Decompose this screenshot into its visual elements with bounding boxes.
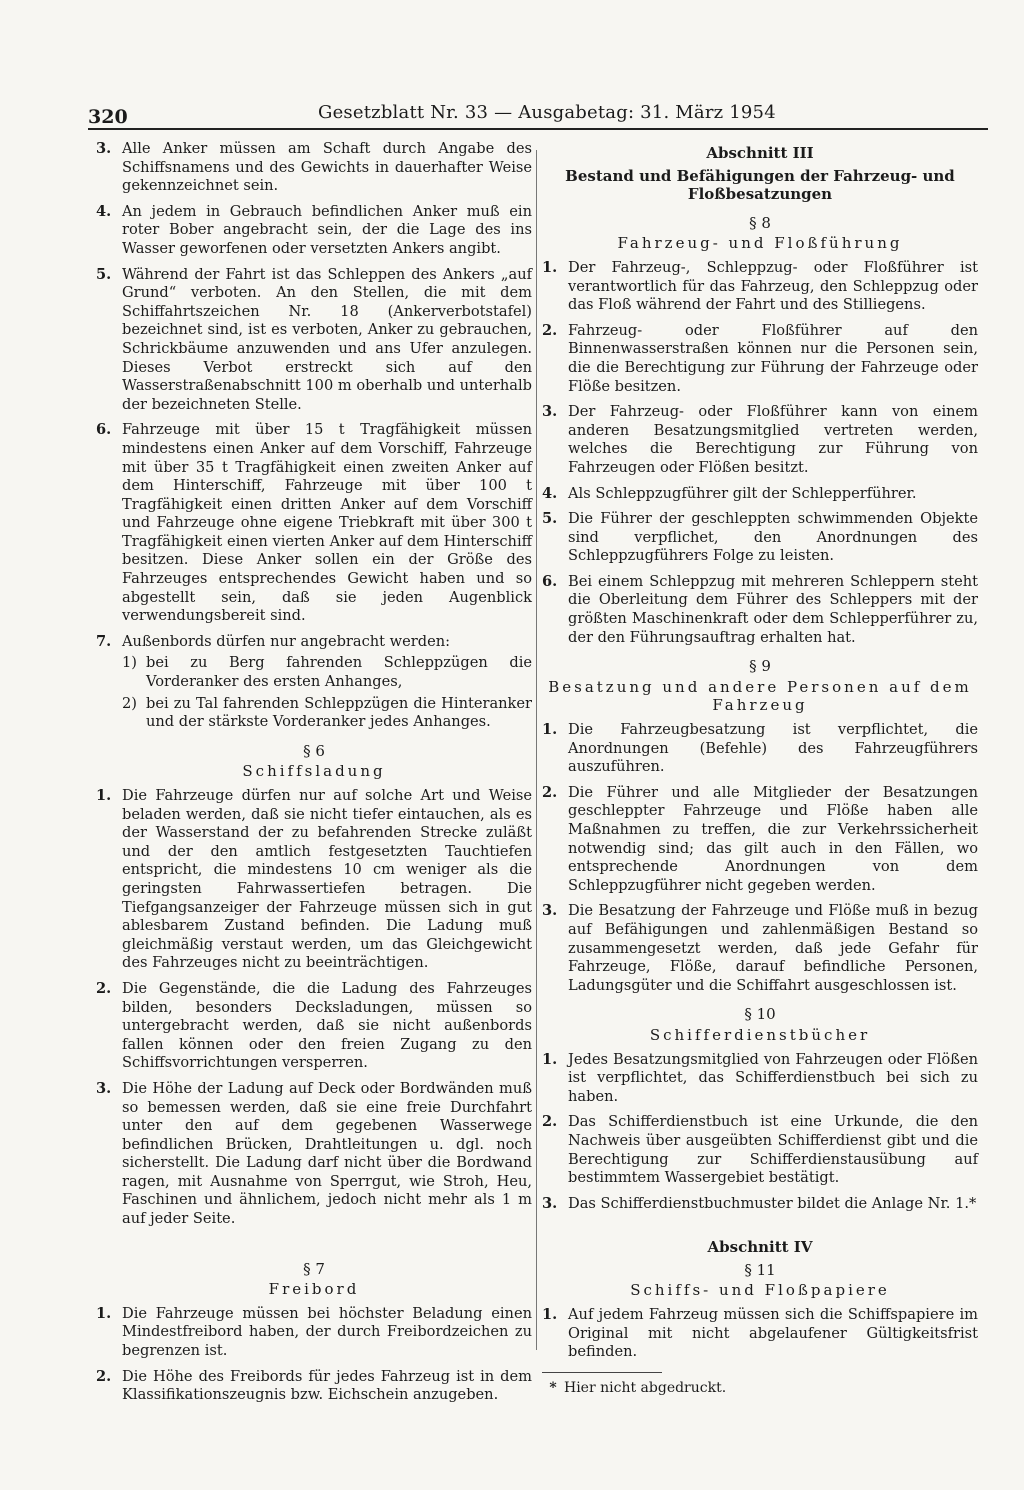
item-text: Die Fahrzeugbesatzung ist verpflichtet, die Anordnungen (Befehle) des Fahrzeugführers auszuführen.: [568, 721, 978, 776]
right-column: [542, 140, 978, 1397]
item-text: Auf jedem Fahrzeug müssen sich die Schiffspapiere im Original mit nicht abgelaufener Gültigkeitsfrist befinden.: [568, 1306, 978, 1361]
item-text: Während der Fahrt ist das Schleppen des Ankers „auf Grund“ verboten. An den Stellen, die mit dem Schiffahrtszeichen Nr. 18 (Ankerverbotstafel) bezeichnet sind, ist es verboten, Anker zu gebrauchen, Schrickbäume anzuwenden und ans Ufer anzulegen. Dieses Verbot erstreckt sich auf den Wasserstraßenabschnitt 100 m oberhalb und unterhalb der bezeichneten Stelle.: [122, 265, 532, 413]
item-text: Fahrzeuge mit über 15 t Tragfähigkeit müssen mindestens einen Anker auf dem Vorschiff, Fahrzeuge mit über 35 t Tragfähigkeit einen zweiten Anker auf dem Hinterschiff, Fahrzeuge mit über 100 t Tragfähigkeit einen dritten Anker auf dem Vorschiff und Fahrzeuge ohne eigene Triebkraft mit über 300 t Tragfähigkeit einen vierten Anker auf dem Hinterschiff besitzen. Diese Anker sollen ein der Größe des Fahrzeuges entsprechendes Gewicht haben und so abgestellt sein, daß sie jeden Augenblick verwendungsbereit sind.: [122, 421, 532, 625]
item-number: 3.: [542, 403, 558, 421]
item-number: 3.: [542, 1194, 558, 1212]
list-item: [96, 140, 532, 196]
list-item: [542, 403, 978, 477]
chapter-title: Bestand und Befähigungen der Fahrzeug- und Floßbesatzungen: [565, 166, 955, 204]
list-item: [542, 485, 978, 504]
item-number: 3.: [542, 902, 558, 920]
item-number: 1.: [96, 1304, 112, 1322]
list-item: [96, 1080, 532, 1229]
list-item: [542, 259, 978, 315]
list-item: [542, 721, 978, 777]
section-title: Besatzung und andere Personen auf dem Fahrzeug: [548, 677, 972, 715]
list-item: [96, 203, 532, 259]
page-number: 320: [88, 106, 128, 128]
item-text: Die Höhe des Freibords für jedes Fahrzeug ist in dem Klassifikationszeugnis bzw. Eichschein anzugeben.: [122, 1367, 532, 1404]
header-rule: [88, 128, 988, 130]
section-title: Schiffsladung: [242, 762, 386, 781]
item-text: An jedem in Gebrauch befindlichen Anker muß ein roter Bober angebracht sein, der die Lage des ins Wasser geworfenen oder versetzten Ankers angibt.: [122, 202, 532, 257]
list-item: [542, 1113, 978, 1187]
item-number: 4.: [96, 202, 112, 220]
list-item: [542, 902, 978, 995]
page-title: Gesetzblatt Nr. 33 — Ausgabetag: 31. März 1954: [318, 102, 776, 123]
section-title: Freibord: [268, 1280, 360, 1299]
item-text: Der Fahrzeug-, Schleppzug- oder Floßführer ist verantwortlich für das Fahrzeug, den Schleppzug oder das Floß während der Fahrt und des Stilliegens.: [568, 258, 978, 314]
item-number: 3.: [96, 140, 112, 157]
column-divider: [536, 150, 537, 1350]
item-number: 2.: [542, 1113, 558, 1131]
sub-item-text: bei zu Berg fahrenden Schleppzügen die Vorderanker des ersten Anhanges,: [146, 654, 532, 691]
section-label: § 11: [744, 1260, 776, 1279]
section-label: § 10: [744, 1005, 776, 1024]
item-number: 5.: [542, 510, 558, 528]
list-item: [542, 784, 978, 896]
item-text: Jedes Besatzungsmitglied von Fahrzeugen oder Flößen ist verpflichtet, das Schifferdienstbuch bei sich zu haben.: [568, 1050, 978, 1105]
footnote-mark: *: [549, 1379, 557, 1396]
item-number: 1.: [542, 1306, 558, 1324]
section-title: Schiffs- und Floßpapiere: [630, 1281, 890, 1300]
list-item: [96, 421, 532, 626]
left-column: [96, 140, 532, 1412]
item-number: 1.: [542, 721, 558, 739]
item-text: Der Fahrzeug- oder Floßführer kann von einem anderen Besatzungsmitglied vertreten werden, welches die Berechtigung zur Führung von Fahrzeugen oder Flößen besitzt.: [568, 403, 978, 476]
section-label: § 8: [749, 213, 771, 232]
section-label: § 7: [303, 1259, 325, 1278]
item-text: Das Schifferdienstbuchmuster bildet die Anlage Nr. 1.*: [568, 1194, 977, 1212]
item-text: Die Führer der geschleppten schwimmenden Objekte sind verpflichet, den Anordnungen des Schleppzugführers Folge zu leisten.: [568, 510, 978, 565]
item-number: 1.: [542, 258, 558, 276]
item-text: Die Führer und alle Mitglieder der Besatzungen geschleppter Fahrzeuge und Flöße haben alle Maßnahmen zu treffen, die zur Verkehrssicherheit notwendig sind; das gilt auch in den Fällen, wo entsprechende Anordnungen von dem Schleppzugführer nicht gegeben werden.: [568, 783, 978, 894]
item-text: Die Besatzung der Fahrzeuge und Flöße muß in bezug auf Befähigungen und zahlenmäßigen Bestand so zusammengesetzt werden, daß jede Gefahr für Fahrzeuge, Flöße, darauf befindliche Personen, Ladungsgüter und die Schiffahrt ausgeschlossen ist.: [568, 902, 978, 994]
section-title: Fahrzeug- und Floßführung: [617, 234, 903, 253]
list-item: [96, 266, 532, 415]
item-text: Fahrzeug- oder Floßführer auf den Binnenwasserstraßen können nur die Personen sein, die die Berechtigung zur Führung der Fahrzeuge oder Flöße besitzen.: [568, 321, 978, 395]
item-number: 7.: [96, 632, 112, 650]
item-text: Die Höhe der Ladung auf Deck oder Bordwänden muß so bemessen werden, daß sie eine freie Durchfahrt unter den auf dem gegebenen Wasserwege befindlichen Brücken, Drahtleitungen u. dgl. noch sicherstellt. Die Ladung darf nicht über die Bordwand ragen, mit Ausnahme von Sperrgut, wie Stroh, Heu, Faschinen und ähnlichem, jedoch nicht mehr als 1 m auf jeder Seite.: [122, 1079, 532, 1228]
section-label: § 6: [303, 741, 325, 760]
list-item: [542, 1195, 978, 1214]
item-text: Die Gegenstände, die die Ladung des Fahrzeuges bilden, besonders Decksladungen, müssen so untergebracht werden, daß sie nicht außenbords fallen können oder den freien Zugang zu den Schiffsvorrichtungen versperren.: [122, 979, 532, 1072]
item-text: Die Fahrzeuge müssen bei höchster Beladung einen Mindestfreibord haben, der durch Freibordzeichen zu begrenzen ist.: [122, 1304, 532, 1360]
list-item: [96, 633, 532, 652]
section-title: Schifferdienstbücher: [649, 1025, 871, 1044]
item-text: Das Schifferdienstbuch ist eine Urkunde, die den Nachweis über ausgeübten Schifferdienst gibt und die Berechtigung zur Schifferdienstausübung auf bestimmtem Wassergebiet bestätigt.: [568, 1113, 978, 1187]
item-number: 2.: [96, 979, 112, 997]
item-number: 2.: [542, 321, 558, 339]
item-text: Außenbords dürfen nur angebracht werden:: [122, 632, 451, 650]
footnote: [542, 1379, 978, 1398]
list-item: [96, 1305, 532, 1361]
list-item: [542, 1051, 978, 1107]
item-number: 2.: [96, 1367, 112, 1385]
sub-item: [96, 695, 532, 732]
item-text: Bei einem Schleppzug mit mehreren Schleppern steht die Oberleitung dem Führer des Schleppers mit der größten Maschinenkraft oder dem Schlepperführer zu, der den Führungsauftrag erhalten hat.: [568, 572, 978, 646]
sub-item-number: 2): [122, 694, 137, 712]
item-number: 6.: [96, 421, 112, 439]
item-text: Die Fahrzeuge dürfen nur auf solche Art und Weise beladen werden, daß sie nicht tiefer eintauchen, als es der Wasserstand der zu befahrenden Strecke zuläßt und der den amtlich festgesetzten Tauchtiefen entspricht, die mindestens 10 cm weniger als die geringsten Fahrwassertiefen betragen. Die Tiefgangsanzeiger der Fahrzeuge müssen sich in gut ablesbarem Zustand befinden. Die Ladung muß gleichmäßig verstaut werden, um das Gleichgewicht des Fahrzeuges nicht zu beeinträchtigen.: [122, 787, 532, 972]
chapter-heading: Abschnitt III: [706, 144, 814, 162]
section-label: § 9: [749, 657, 771, 676]
sub-item-number: 1): [122, 654, 137, 672]
item-text: Alle Anker müssen am Schaft durch Angabe des Schiffsnamens und des Gewichts in dauerhafter Weise gekennzeichnet sein.: [122, 140, 532, 195]
item-number: 3.: [96, 1079, 112, 1097]
list-item: [542, 1306, 978, 1362]
list-item: [96, 787, 532, 973]
sub-item: [96, 654, 532, 691]
item-text: Als Schleppzugführer gilt der Schlepperführer.: [568, 484, 917, 502]
list-item: [96, 980, 532, 1073]
item-number: 1.: [96, 787, 112, 804]
list-item: [96, 1368, 532, 1405]
item-number: 6.: [542, 572, 558, 590]
list-item: [542, 573, 978, 647]
item-number: 4.: [542, 484, 558, 502]
list-item: [542, 322, 978, 396]
footnote-rule: [542, 1372, 662, 1373]
chapter-heading: Abschnitt IV: [707, 1238, 813, 1257]
list-item: [542, 510, 978, 566]
item-number: 2.: [542, 783, 558, 801]
item-number: 1.: [542, 1050, 558, 1068]
item-number: 5.: [96, 265, 112, 283]
footnote-text: Hier nicht abgedruckt.: [564, 1379, 727, 1396]
sub-item-text: bei zu Tal fahrenden Schleppzügen die Hinteranker und der stärkste Vorderanker jedes Anhanges.: [146, 694, 532, 731]
